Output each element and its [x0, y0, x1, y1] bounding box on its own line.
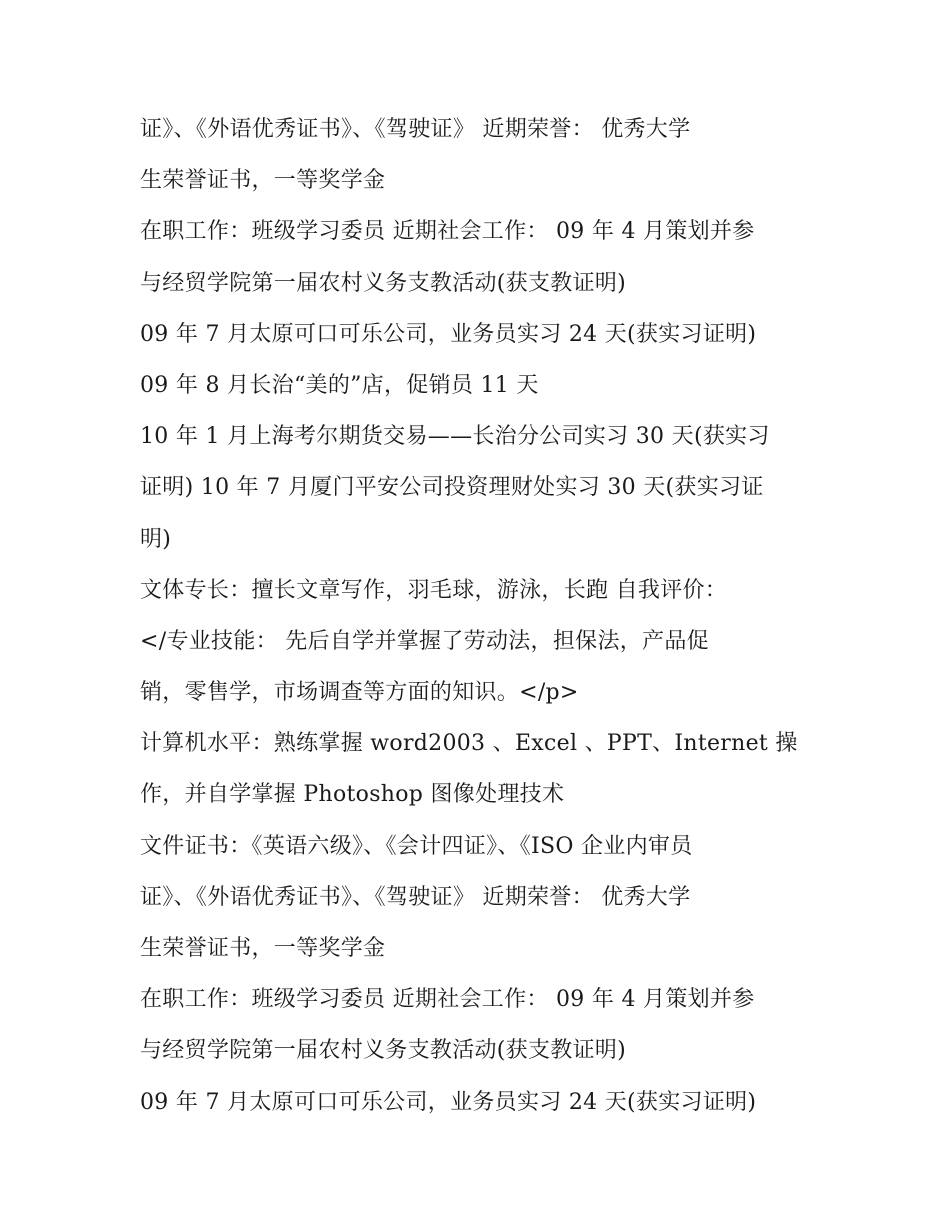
text-line: 计算机水平：熟练掌握 word2003 、Excel 、PPT、Internet 操 [140, 731, 798, 757]
text-line: 生荣誉证书，一等奖学金 [140, 168, 386, 194]
text-line: 在职工作：班级学习委员 近期社会工作： 09 年 4 月策划并参 [140, 219, 755, 245]
text-line: 与经贸学院第一届农村义务支教活动(获支教证明) [140, 270, 627, 296]
text-line: 10 年 1 月上海考尔期货交易——长治分公司实习 30 天(获实习 [140, 424, 770, 450]
text-line: 作，并自学掌握 Photoshop 图像处理技术 [140, 782, 565, 808]
text-line: 09 年 7 月太原可口可乐公司，业务员实习 24 天(获实习证明) [140, 1089, 757, 1115]
text-line: 文件证书：《英语六级》、《会计四证》、《ISO 企业内审员 [140, 833, 693, 859]
text-line: 生荣誉证书，一等奖学金 [140, 936, 386, 961]
text-line: 证明) 10 年 7 月厦门平安公司投资理财处实习 30 天(获实习证 [140, 475, 764, 501]
text-line: 09 年 7 月太原可口可乐公司，业务员实习 24 天(获实习证明) [140, 321, 757, 347]
text-line: 与经贸学院第一届农村义务支教活动(获支教证明) [140, 1038, 627, 1064]
text-line: 销，零售学，市场调查等方面的知识。</p> [140, 680, 579, 706]
text-line: 证》、《外语优秀证书》、《驾驶证》 近期荣誉： 优秀大学 [140, 884, 691, 910]
text-line: 证》、《外语优秀证书》、《驾驶证》 近期荣誉： 优秀大学 [140, 117, 691, 142]
text-line: 在职工作：班级学习委员 近期社会工作： 09 年 4 月策划并参 [140, 987, 755, 1013]
document-body [140, 104, 820, 1128]
text-line: </专业技能： 先后自学并掌握了劳动法，担保法，产品促 [140, 628, 709, 654]
text-line: 文体专长：擅长文章写作，羽毛球，游泳，长跑 自我评价： [140, 577, 728, 603]
text-line: 明) [140, 526, 172, 552]
text-line: 09 年 8 月长治“美的”店，促销员 11 天 [140, 372, 539, 398]
